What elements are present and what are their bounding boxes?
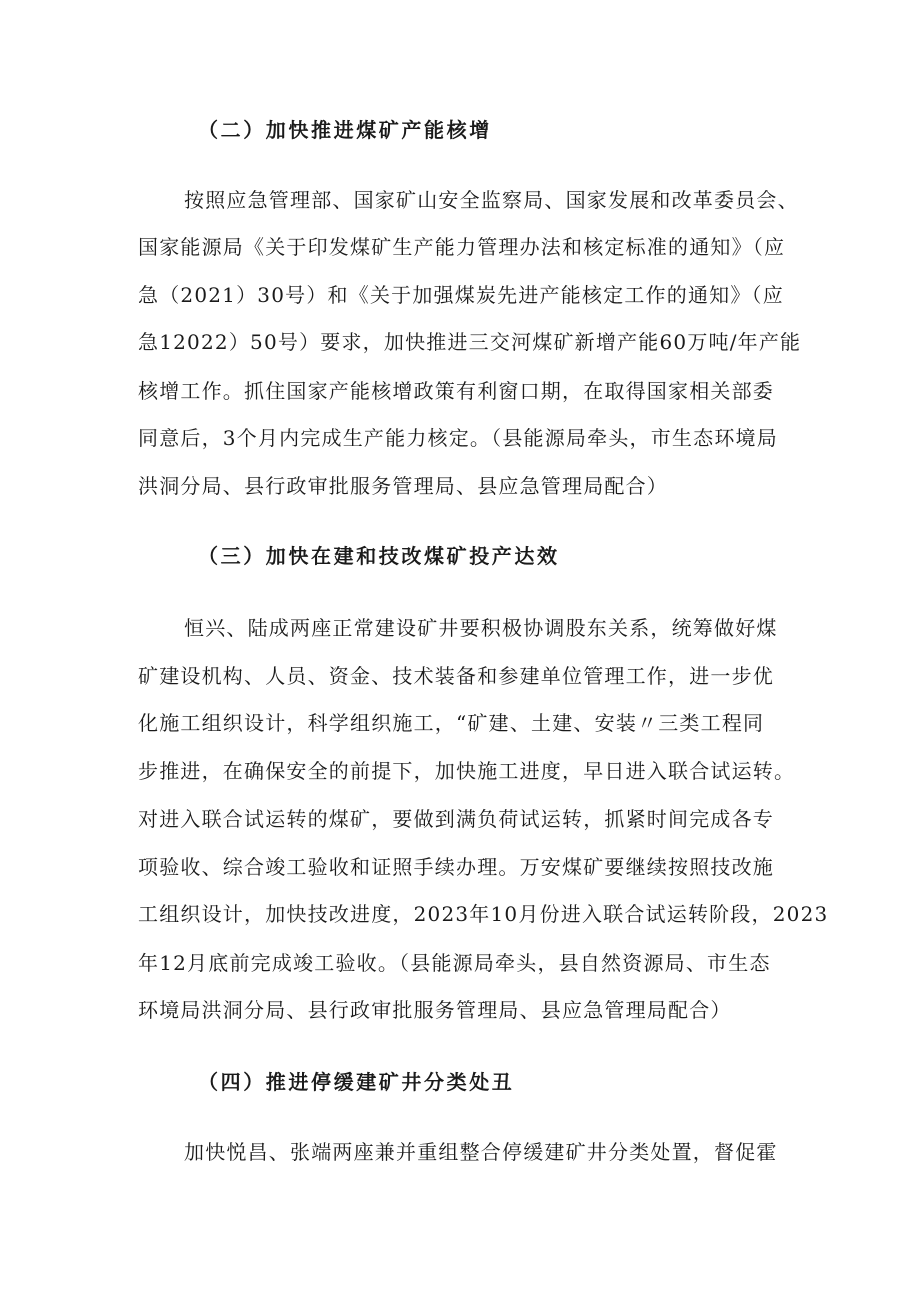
paragraph-line: 国家能源局《关于印发煤矿生产能力管理办法和核定标准的通知》（应 bbox=[138, 235, 786, 259]
paragraph-line: 洪洞分局、县行政审批服务管理局、县应急管理局配合） bbox=[138, 474, 668, 498]
paragraph-line: 核增工作。抓住国家产能核增政策有利窗口期，在取得国家相关部委 bbox=[138, 379, 774, 403]
paragraph-line: 步推进，在确保安全的前提下，加快施工进度，早日进入联合试运转。 bbox=[138, 759, 796, 783]
paragraph-line: 同意后，3个月内完成生产能力核定。（县能源局牵头，市生态环境局 bbox=[138, 426, 778, 450]
paragraph-line: 矿建设机构、人员、资金、技术装备和参建单位管理工作，进一步优 bbox=[138, 664, 774, 688]
paragraph-line: 恒兴、陆成两座正常建设矿井要积极协调股东关系，统筹做好煤 bbox=[184, 616, 778, 640]
section-heading-2: （二）加快推进煤矿产能核增 bbox=[198, 118, 492, 142]
section-heading-3: （三）加快在建和技改煤矿投产达效 bbox=[198, 544, 560, 568]
paragraph-line: 项验收、综合竣工验收和证照手续办理。万安煤矿要继续按照技改施 bbox=[138, 855, 774, 879]
paragraph-line: 化施工组织设计，科学组织施工，“矿建、土建、安装〃三类工程同 bbox=[138, 711, 765, 735]
paragraph-line: 环境局洪洞分局、县行政审批服务管理局、县应急管理局配合） bbox=[138, 998, 732, 1022]
paragraph-line: 年12月底前完成竣工验收。（县能源局牵头，县自然资源局、市生态 bbox=[138, 951, 771, 975]
paragraph-line: 按照应急管理部、国家矿山安全监察局、国家发展和改革委员会、 bbox=[184, 188, 799, 212]
section-heading-4: （四）推进停缓建矿井分类处丑 bbox=[198, 1070, 515, 1094]
paragraph-line: 急（2021）30号）和《关于加强煤炭先进产能核定工作的通知》（应 bbox=[138, 283, 784, 307]
paragraph-line: 加快悦昌、张端两座兼并重组整合停缓建矿井分类处置，督促霍 bbox=[184, 1140, 778, 1164]
paragraph-line: 工组织设计，加快技改进度，2023年10月份进入联合试运转阶段，2023 bbox=[138, 902, 829, 926]
paragraph-line: 对进入联合试运转的煤矿，要做到满负荷试运转，抓紧时间完成各专 bbox=[138, 807, 774, 831]
paragraph-line: 急12022）50号）要求，加快推进三交河煤矿新增产能60万吨/年产能 bbox=[138, 330, 802, 354]
